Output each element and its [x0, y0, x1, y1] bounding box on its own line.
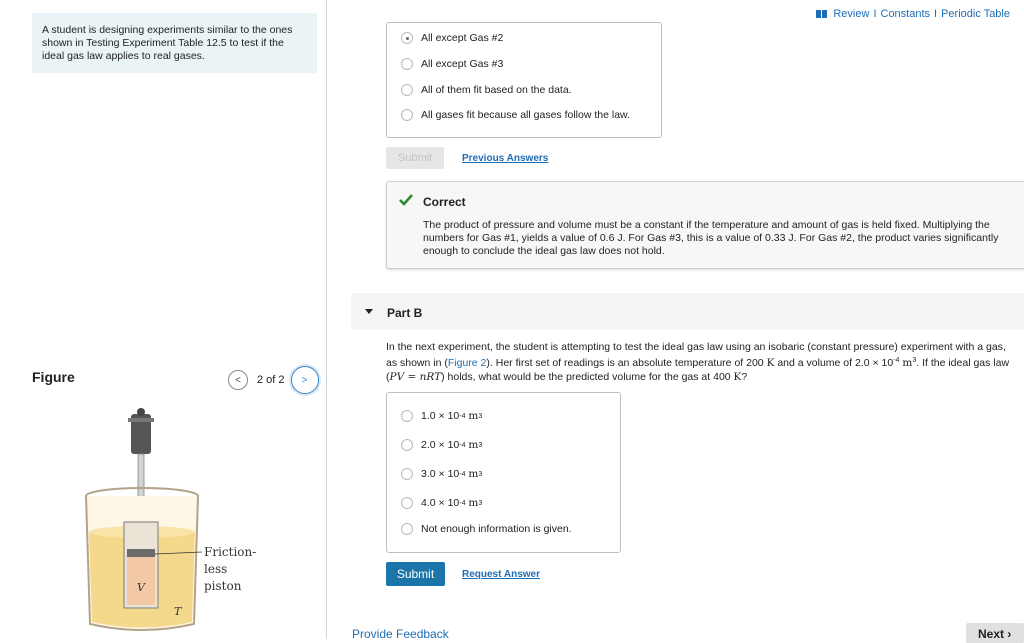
request-answer-link[interactable]: Request Answer	[462, 569, 540, 580]
unit-kelvin: K	[733, 371, 742, 383]
separator: I	[873, 8, 877, 20]
feedback-correct-box	[386, 181, 1024, 269]
exponent: -4	[459, 412, 466, 420]
label-friction: Friction-	[204, 545, 257, 559]
top-links	[816, 8, 1010, 20]
part-b-option[interactable]	[401, 497, 482, 509]
constants-link[interactable]: Constants	[880, 8, 931, 20]
option-base: 10	[447, 497, 460, 509]
figure-pager	[228, 368, 319, 392]
option-coef: 2.0 ×	[421, 439, 445, 451]
figure-page-count: 2 of 2	[257, 374, 285, 386]
exponent: -4	[459, 499, 466, 507]
figure-2-link[interactable]: Figure 2	[447, 357, 487, 369]
option-unit: m	[468, 439, 479, 451]
part-b-option[interactable]	[401, 523, 572, 535]
exponent: 3	[478, 412, 483, 420]
radio-icon[interactable]	[401, 439, 413, 451]
label-piston: piston	[204, 579, 242, 593]
next-label: Next	[978, 627, 1005, 641]
label-volume: V	[137, 581, 145, 594]
previous-answers-link[interactable]: Previous Answers	[462, 153, 549, 164]
feedback-title: Correct	[423, 195, 466, 209]
caret-down-icon	[365, 309, 373, 314]
part-b-options	[386, 392, 621, 553]
exponent: 3	[478, 441, 483, 449]
question-text: ). Her first set of readings is an absolute temperature of 200	[486, 357, 767, 369]
left-panel	[0, 0, 327, 639]
ideal-gas-law: PV = nRT	[389, 371, 442, 383]
exponent: -4	[459, 470, 466, 478]
radio-selected-icon[interactable]	[401, 32, 413, 44]
part-b-option[interactable]	[401, 410, 482, 422]
part-b-option[interactable]	[401, 439, 482, 451]
part-a-option[interactable]	[401, 32, 503, 44]
chevron-right-icon: ›	[1007, 627, 1012, 641]
label-less: less	[204, 562, 228, 576]
option-base: 10	[447, 468, 460, 480]
radio-icon[interactable]	[401, 58, 413, 70]
review-link[interactable]: Review	[833, 8, 870, 20]
option-label: Not enough information is given.	[421, 523, 572, 535]
checkmark-icon	[399, 194, 413, 206]
radio-icon[interactable]	[401, 410, 413, 422]
prev-figure-button[interactable]	[228, 370, 248, 390]
part-b-option[interactable]	[401, 468, 482, 480]
part-b-submit-button[interactable]: Submit	[386, 562, 445, 586]
part-a-submit-button[interactable]: Submit	[386, 147, 444, 169]
piston-figure	[80, 404, 280, 639]
exponent: 3	[478, 470, 483, 478]
unit-kelvin: K	[766, 357, 775, 369]
next-button[interactable]	[966, 623, 1024, 643]
intro-text-box	[32, 13, 317, 73]
periodic-table-link[interactable]: Periodic Table	[941, 8, 1010, 20]
part-a-option[interactable]	[401, 58, 503, 70]
radio-icon[interactable]	[401, 468, 413, 480]
part-b-header[interactable]	[351, 293, 1024, 330]
intro-text: A student is designing experiments similar to the ones shown in Testing Experiment Table 12.5 to test if the ideal gas law applies to real gases.	[42, 24, 293, 62]
option-coef: 1.0 ×	[421, 410, 445, 422]
radio-icon[interactable]	[401, 497, 413, 509]
question-text: ?	[741, 371, 748, 383]
part-b-question	[386, 340, 1016, 384]
radio-icon[interactable]	[401, 109, 413, 121]
option-label: All except Gas #3	[421, 58, 504, 70]
question-text: . If the ideal gas law (	[386, 357, 1010, 383]
option-unit: m	[468, 410, 479, 422]
chevron-left-icon: <	[235, 374, 241, 386]
question-text: and a volume of 2.0 × 10	[774, 357, 894, 369]
part-b-title: Part B	[387, 306, 423, 320]
piston-head	[127, 549, 155, 557]
option-unit: m	[468, 497, 479, 509]
part-a-option[interactable]	[401, 84, 572, 96]
option-base: 10	[447, 410, 460, 422]
question-text: ) holds, what would be the predicted volume for the gas at 400	[441, 371, 734, 383]
option-base: 10	[447, 439, 460, 451]
provide-feedback-link[interactable]: Provide Feedback	[352, 627, 449, 641]
unit-meter: m	[902, 357, 913, 369]
exponent: 3	[478, 499, 483, 507]
next-figure-button[interactable]	[291, 366, 319, 394]
exponent: -4	[893, 357, 900, 364]
part-a-option[interactable]	[401, 109, 630, 121]
separator: I	[934, 8, 938, 20]
option-label: All gases fit because all gases follow the law.	[421, 109, 630, 121]
radio-icon[interactable]	[401, 523, 413, 535]
exponent: 3	[912, 357, 917, 364]
option-label: All of them fit based on the data.	[421, 84, 572, 96]
part-a-options	[386, 22, 662, 138]
exponent: -4	[459, 441, 466, 449]
option-label: All except Gas #2	[421, 32, 504, 44]
option-coef: 4.0 ×	[421, 497, 445, 509]
feedback-text: The product of pressure and volume must be a constant if the temperature and amount of gas is held fixed. Multiplying the numbers for Gas #1, yields a value of 0.6 J. For Gas #3, this is a value of 0.33 J. For Gas #2, the product varies significantly enough to conclude the ideal gas law does not hold.	[423, 219, 999, 257]
question-text: In the next experiment, the student is attempting to test the ideal gas law using an isobaric (constant pressure) experiment with a gas, as shown in (	[386, 341, 1006, 369]
label-temperature: T	[174, 605, 182, 618]
option-coef: 3.0 ×	[421, 468, 445, 480]
figure-label: Figure	[32, 369, 75, 385]
option-unit: m	[468, 468, 479, 480]
radio-icon[interactable]	[401, 84, 413, 96]
chevron-right-icon: >	[301, 374, 308, 386]
book-icon	[816, 10, 827, 18]
